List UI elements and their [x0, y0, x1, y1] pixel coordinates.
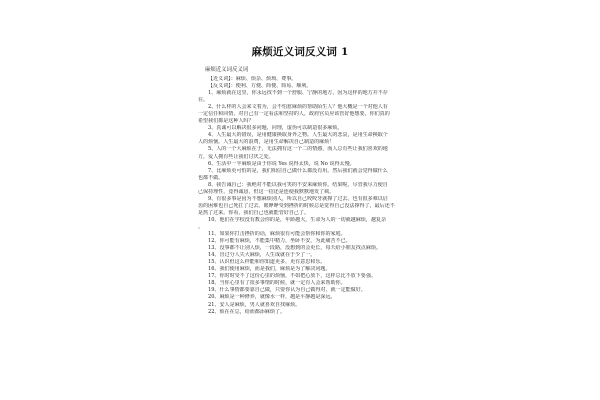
paragraph-line: 21、安人是麻烦，男人就喜欢自找麻烦。 [208, 301, 301, 308]
paragraph-line: 9、有很多事是因为不想麻烦别人，所以自己咬咬牙就撑了过去。也有很多难以启 [208, 195, 388, 202]
paragraph-line: 11、如果你打击挫折的话，麻烦很有可能会帮你和你的家庭。 [208, 231, 346, 238]
paragraph-line: 16、我们使用麻烦，而是我们，麻烦是为了解决问题。 [208, 266, 331, 273]
paragraph-line: 人的烦恼。人生最大的浪费，是用生命解决自己制造的麻烦！ [198, 139, 335, 146]
paragraph-line: 【近义词】：麻烦、烦杂、烦琐、费事。 [208, 76, 297, 82]
paragraph-line: 5、人的一个大麻烦在于，无法拥有这一个二的情感，而人总有些让我们喜欢的地 [208, 146, 388, 153]
paragraph-line: 2、什么样的人会来文着为，会不怕惹麻烦的帮助陌生人？他大概是一个对他人有 [208, 104, 388, 111]
paragraph-line: 齿的困难也自己死扛了过去。眼睁睁受到挫折的时候总是觉得自己没法撑得了，最后还不 [198, 202, 395, 209]
paragraph-line: 己保持理性，竟得诚恳，但这一招还是连使我默默地发了疯。 [198, 188, 335, 195]
paragraph-line: 6、生活中一半麻烦是由于你说 Yes 说得太快，说 No 说得太慢。 [208, 160, 355, 167]
paragraph-line: 1、麻烦就在这里，你永远找不到一个舒服、宁静的地方，因为这样的地方并不存 [208, 90, 388, 97]
paragraph-line: 3、真诚可以解决很多问题，同理，虚伪可以制造很多麻烦。 [208, 125, 343, 132]
paragraph-line: 18、当你心里有了很多事情的时候，就一定有人会来帮助你。 [208, 280, 346, 287]
paragraph-line: 【反义词】：便利、方便、简便、简易、顺利。 [208, 83, 312, 90]
paragraph-line: 一定信任和同情，对自己有一定看法和坚持的人，政府官员应该管好他想要，你们真的 [198, 111, 390, 118]
paragraph-line: 方，爱人拥有些让我们讨厌之处。 [198, 153, 274, 160]
paragraph-line: 15、认识但这么样能和你知道更多，更有意思和乐。 [208, 259, 326, 266]
paragraph-line: 7、比麻烦更可怕的是，我们相信自己做什么都没有用。然后我们就会觉得做什么 [208, 167, 388, 174]
paragraph-line: 12、你可能有麻烦，不能集中精力，坐卧不安，为此痛苦不已。 [208, 238, 351, 245]
paragraph-line: 8、我告诫自己：我绝对不能以我可笑的不安来麻烦你。结果呢，尽管我尽力使自 [208, 181, 388, 188]
paragraph-line: 20、麻烦是一种修养，就像水一样，越是平静越是深远。 [208, 294, 336, 301]
paragraph-line: 17、你时时受不了这份心里的烦恼，不如把心放下，这样总比不放下要强。 [208, 273, 376, 280]
paragraph-line: 19、什么事情都要靠自己做，只要你认为自己做得对，就一定能做好。 [208, 287, 366, 294]
paragraph-line: 。 [198, 223, 204, 230]
paragraph-line: 也都不做。 [198, 174, 224, 181]
paragraph-line: 14、冒过分人失大麻烦，人生成就在于少了一。 [208, 252, 316, 259]
paragraph-line: 10、他们在学校没有教会你的是，年龄越大，生命为人的一切就越麻烦，越复杂 [208, 216, 387, 223]
paragraph-line: 在。 [198, 97, 209, 104]
document-body [198, 76, 404, 316]
document-title: 麻烦近义词反义词 1 [251, 46, 349, 58]
paragraph-line: 22、烦在在总，给而都添麻烦了。 [208, 308, 286, 315]
paragraph-line: 13、没事都不让别人烦，一段路，没想到的会更长，每天给小朋友找点麻烦。 [208, 245, 381, 252]
document-subtitle: 麻烦近义词反义词 [205, 67, 249, 73]
paragraph-line: 4、人生最大的错误，是用健康换取身外之物。人生最大的悲哀，是用生命换取个 [208, 132, 388, 139]
paragraph-line: 希望我们都是这种人吗？ [198, 118, 254, 125]
paragraph-line: 是熬了过来。你看，我们自己也就能管好自己了。 [198, 209, 310, 216]
